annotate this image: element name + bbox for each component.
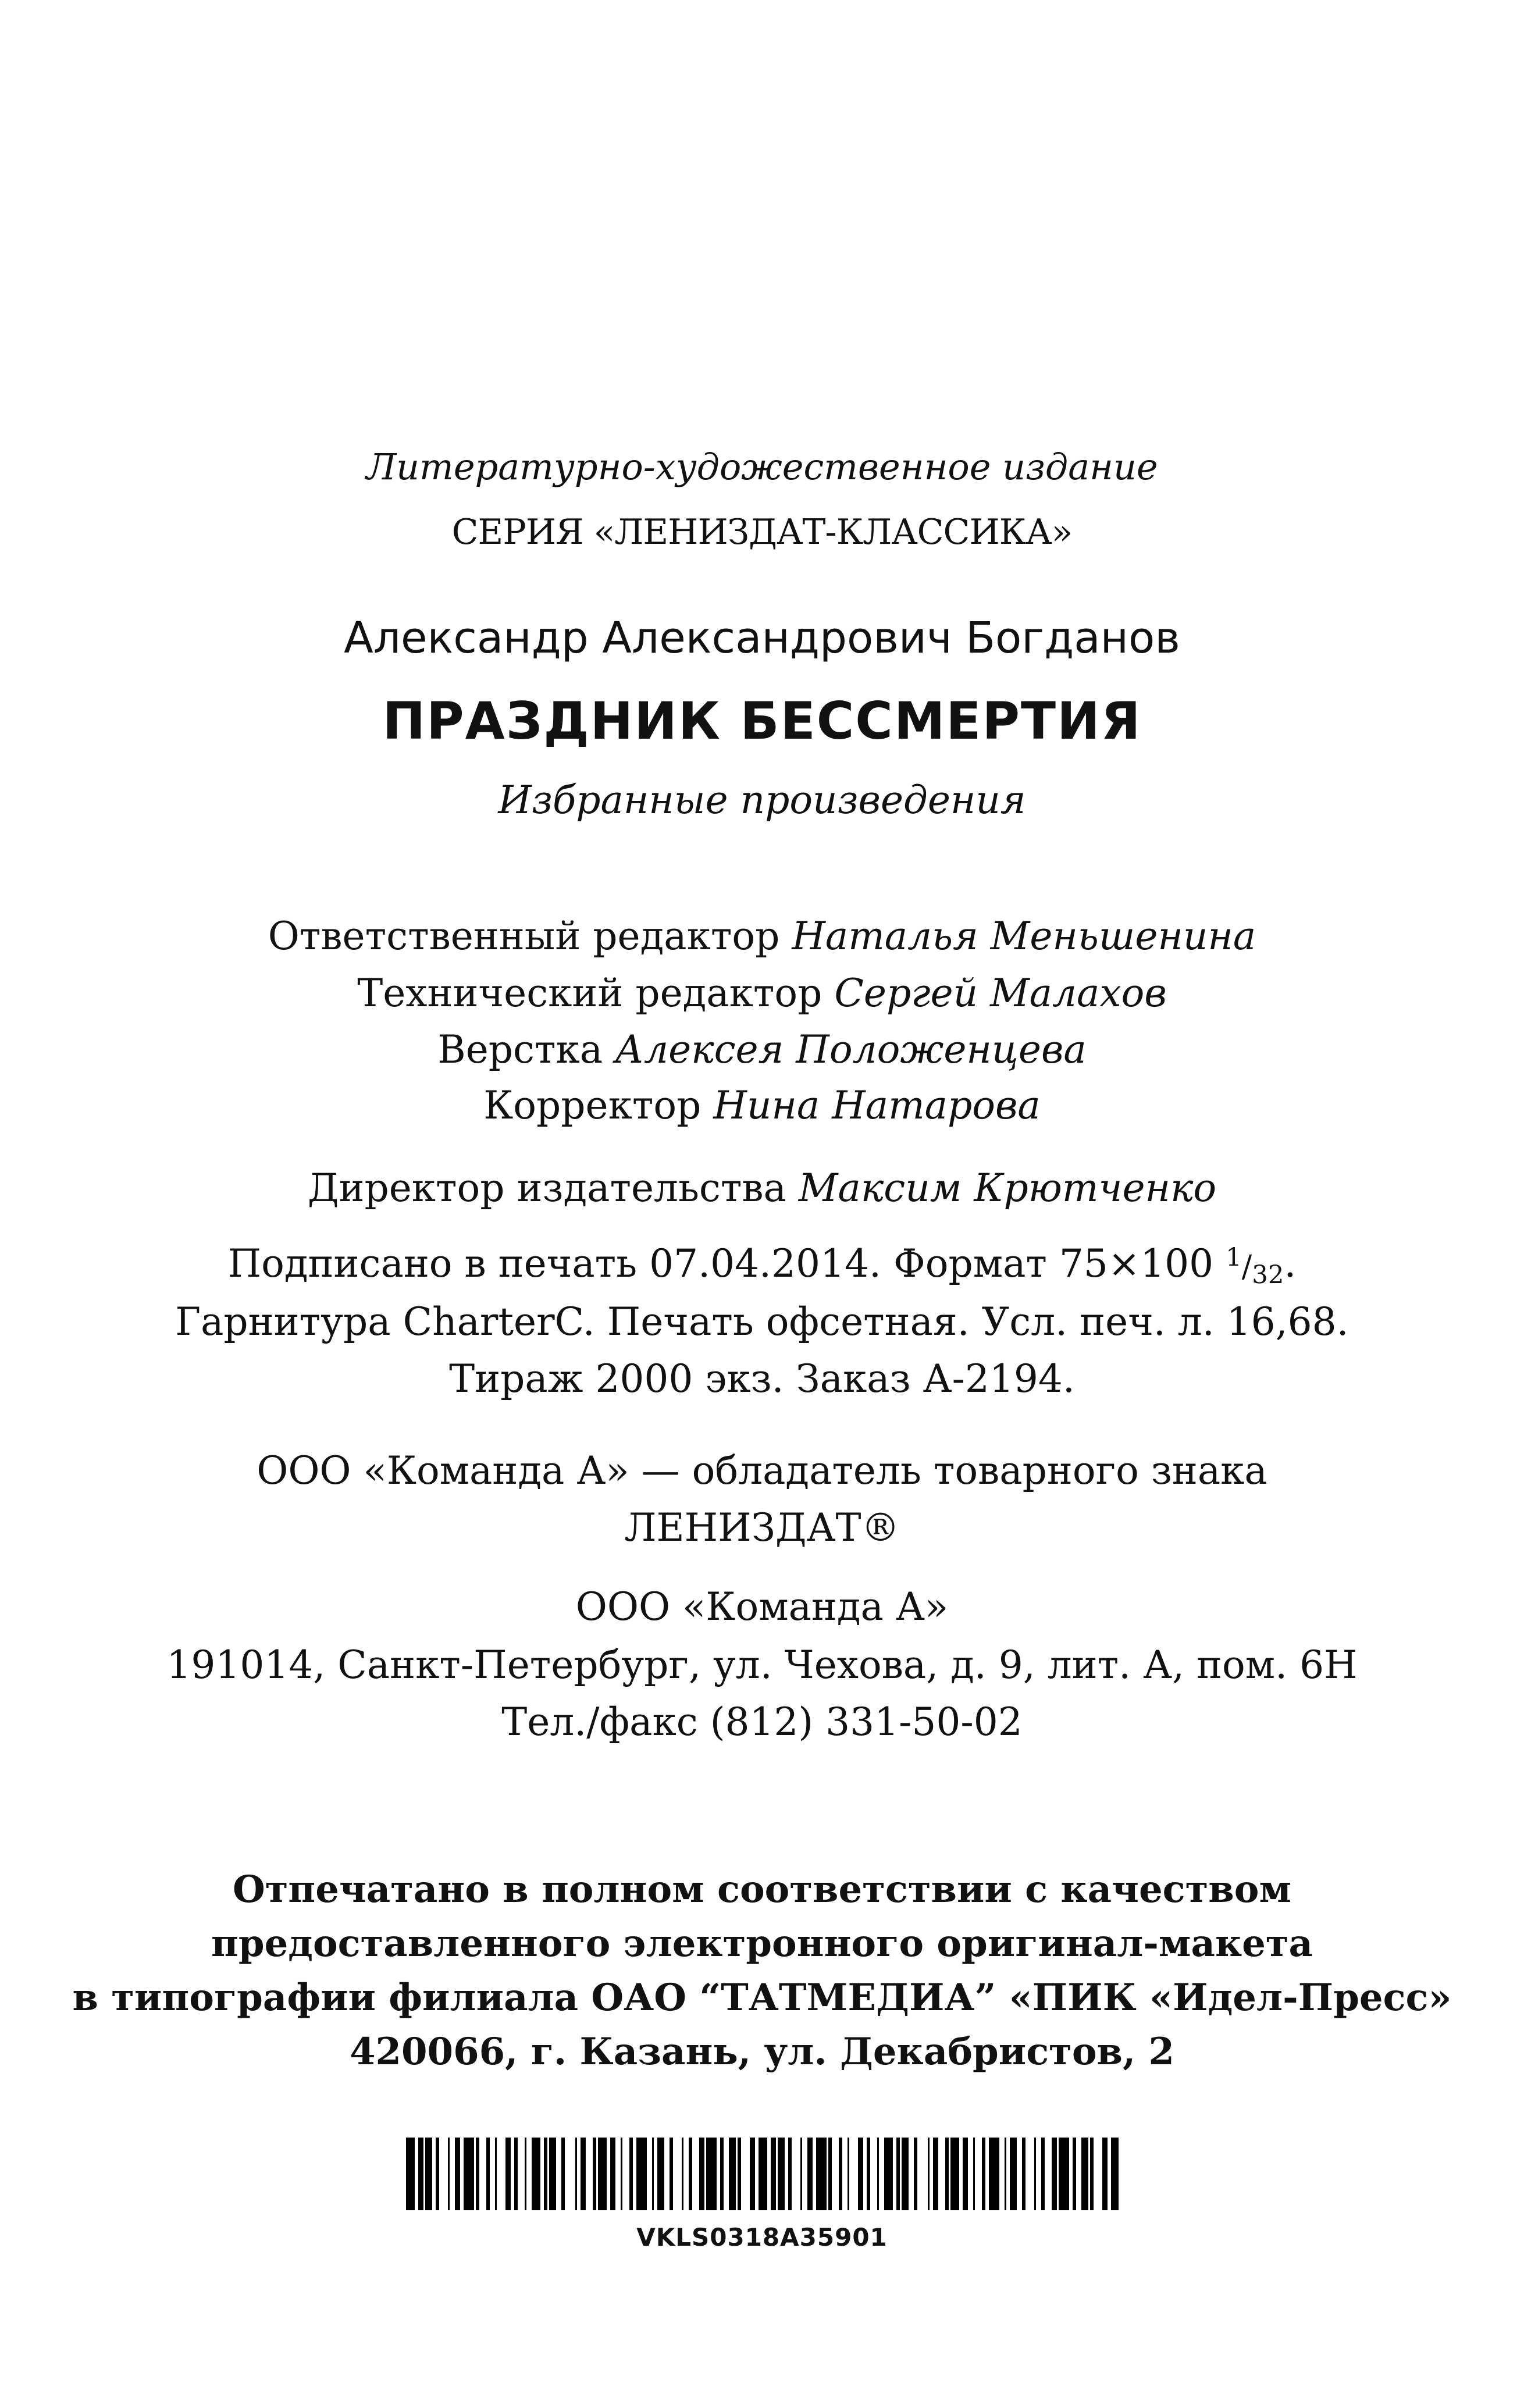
trademark-name: ЛЕНИЗДАТ® xyxy=(624,1505,900,1550)
barcode-bar xyxy=(896,2138,900,2210)
barcode-bar xyxy=(989,2138,999,2210)
barcode-bar xyxy=(505,2138,511,2210)
barcode-number: VKLS0318A35901 xyxy=(636,2223,888,2252)
barcode-bar xyxy=(778,2138,785,2210)
barcode-bar xyxy=(699,2138,704,2210)
print-info-line-2: Гарнитура CharterC. Печать офсетная. Усл. печ. л. 16,68. xyxy=(175,1299,1349,1344)
barcode-bar xyxy=(973,2138,975,2210)
barcode-bar xyxy=(877,2138,879,2210)
barcode-bar xyxy=(476,2138,479,2210)
credit-line xyxy=(0,971,1524,1016)
credit-role: Ответственный редактор xyxy=(268,914,780,959)
trademark-owner: ООО «Команда А» — обладатель товарного знака xyxy=(257,1448,1267,1493)
barcode-bar xyxy=(418,2138,423,2210)
barcode-bar xyxy=(610,2138,615,2210)
barcode-bar xyxy=(816,2138,827,2210)
director-line xyxy=(0,1166,1524,1210)
credit-person: Нина Натарова xyxy=(713,1083,1041,1128)
credit-role: Корректор xyxy=(483,1083,702,1128)
credit-role: Верстка xyxy=(437,1027,603,1072)
barcode-bar xyxy=(575,2138,577,2210)
director-person: Максим Крютченко xyxy=(798,1166,1217,1210)
barcode-bar xyxy=(914,2138,917,2210)
barcode-bar xyxy=(828,2138,832,2210)
barcode-bar xyxy=(436,2138,439,2210)
print-line-end: . xyxy=(1284,1241,1297,1286)
barcode-bar xyxy=(652,2138,654,2210)
barcode-bar xyxy=(689,2138,692,2210)
credit-line xyxy=(0,914,1524,959)
barcode-bar xyxy=(771,2138,776,2210)
credit-line xyxy=(0,1083,1524,1128)
barcode-bar xyxy=(729,2138,736,2210)
book-title: ПРАЗДНИК БЕССМЕРТИЯ xyxy=(382,691,1142,751)
barcode-bar xyxy=(593,2138,596,2210)
barcode-bar xyxy=(532,2138,540,2210)
barcode-bar xyxy=(621,2138,622,2210)
printing-note-line: предоставленного электронного оригинал-макета xyxy=(211,1922,1313,1965)
printing-note-line: в типографии филиала ОАО “ТАТМЕДИА” «ПИК «Идел-Пресс» xyxy=(72,1976,1452,2019)
barcode-bar xyxy=(759,2138,767,2210)
barcode-bar xyxy=(1034,2138,1036,2210)
credit-person: Наталья Меньшенина xyxy=(792,914,1256,959)
barcode-bar xyxy=(425,2138,432,2210)
barcode-bar xyxy=(950,2138,959,2210)
print-info-line-3: Тираж 2000 экз. Заказ А-2194. xyxy=(449,1356,1075,1401)
print-signed-format: Подписано в печать 07.04.2014. Формат 75×100 xyxy=(227,1241,1214,1286)
barcode-bar xyxy=(738,2138,741,2210)
barcode-bar xyxy=(1111,2138,1119,2210)
credit-role: Технический редактор xyxy=(357,971,822,1016)
barcode-bar xyxy=(549,2138,556,2210)
barcode-bar xyxy=(1090,2138,1094,2210)
barcode-bar xyxy=(581,2138,586,2210)
barcode-bar xyxy=(800,2138,802,2210)
barcode-bar xyxy=(945,2138,949,2210)
barcode-bar xyxy=(1052,2138,1057,2210)
barcode-bar xyxy=(495,2138,497,2210)
barcode-bar xyxy=(670,2138,673,2210)
barcode-bar xyxy=(848,2138,849,2210)
barcode-bar xyxy=(858,2138,863,2210)
credit-line xyxy=(0,1027,1524,1072)
barcode-bar xyxy=(982,2138,985,2210)
barcode-bar xyxy=(464,2138,474,2210)
print-info-line-1 xyxy=(0,1241,1524,1290)
barcode-bar xyxy=(525,2138,526,2210)
barcode-bar xyxy=(1081,2138,1088,2210)
fraction-numerator: 1 xyxy=(1226,1243,1242,1273)
barcode-bar xyxy=(1005,2138,1006,2210)
printing-note-line: 420066, г. Казань, ул. Декабристов, 2 xyxy=(349,2030,1175,2074)
barcode-bar xyxy=(750,2138,755,2210)
barcode-bar xyxy=(902,2138,909,2210)
barcode-bar xyxy=(1022,2138,1026,2210)
series-name: СЕРИЯ «ЛЕНИЗДАТ-КЛАССИКА» xyxy=(451,512,1073,553)
barcode-bar xyxy=(788,2138,792,2210)
barcode-bar xyxy=(867,2138,870,2210)
book-subtitle: Избранные произведения xyxy=(498,778,1026,822)
barcode-bar xyxy=(406,2138,415,2210)
barcode-bar xyxy=(1010,2138,1017,2210)
credit-person: Сергей Малахов xyxy=(834,971,1167,1016)
barcode-bar xyxy=(598,2138,607,2210)
publisher-address: 191014, Санкт-Петербург, ул. Чехова, д. 9, лит. А, пом. 6Н xyxy=(166,1643,1358,1687)
barcode-bar xyxy=(933,2138,938,2210)
barcode-bar xyxy=(455,2138,460,2210)
barcode-bar xyxy=(839,2138,842,2210)
barcode-bar xyxy=(636,2138,647,2210)
director-role: Директор издательства xyxy=(307,1166,786,1210)
printing-note-line: Отпечатано в полном соответствии с качеством xyxy=(232,1868,1292,1911)
author-name: Александр Александрович Богданов xyxy=(344,613,1180,663)
barcode-bar xyxy=(884,2138,893,2210)
format-fraction: $^1/_{32}$ xyxy=(1226,1243,1284,1290)
barcode-bar xyxy=(706,2138,717,2210)
barcode-bar xyxy=(629,2138,633,2210)
barcode-bar xyxy=(1073,2138,1076,2210)
publisher-phone: Тел./факс (812) 331-50-02 xyxy=(501,1700,1023,1744)
barcode-bar xyxy=(928,2138,930,2210)
barcode-bar xyxy=(1041,2138,1045,2210)
barcode-bar xyxy=(514,2138,518,2210)
publisher-name: ООО «Команда А» xyxy=(575,1584,949,1629)
barcode-bar xyxy=(720,2138,724,2210)
barcode-bar xyxy=(657,2138,664,2210)
edition-type: Литературно-художественное издание xyxy=(366,446,1158,488)
barcode-bar xyxy=(561,2138,565,2210)
barcode-bar xyxy=(1059,2138,1069,2210)
barcode-bar xyxy=(682,2138,683,2210)
barcode-bar xyxy=(486,2138,490,2210)
barcode-bar xyxy=(807,2138,813,2210)
barcode-bar xyxy=(448,2138,450,2210)
credit-person: Алексея Положенцева xyxy=(615,1027,1087,1072)
fraction-denominator: 32 xyxy=(1252,1260,1284,1290)
barcode-bar xyxy=(1102,2138,1108,2210)
barcode xyxy=(406,2138,1119,2210)
barcode-bar xyxy=(963,2138,968,2210)
barcode-bar xyxy=(544,2138,547,2210)
